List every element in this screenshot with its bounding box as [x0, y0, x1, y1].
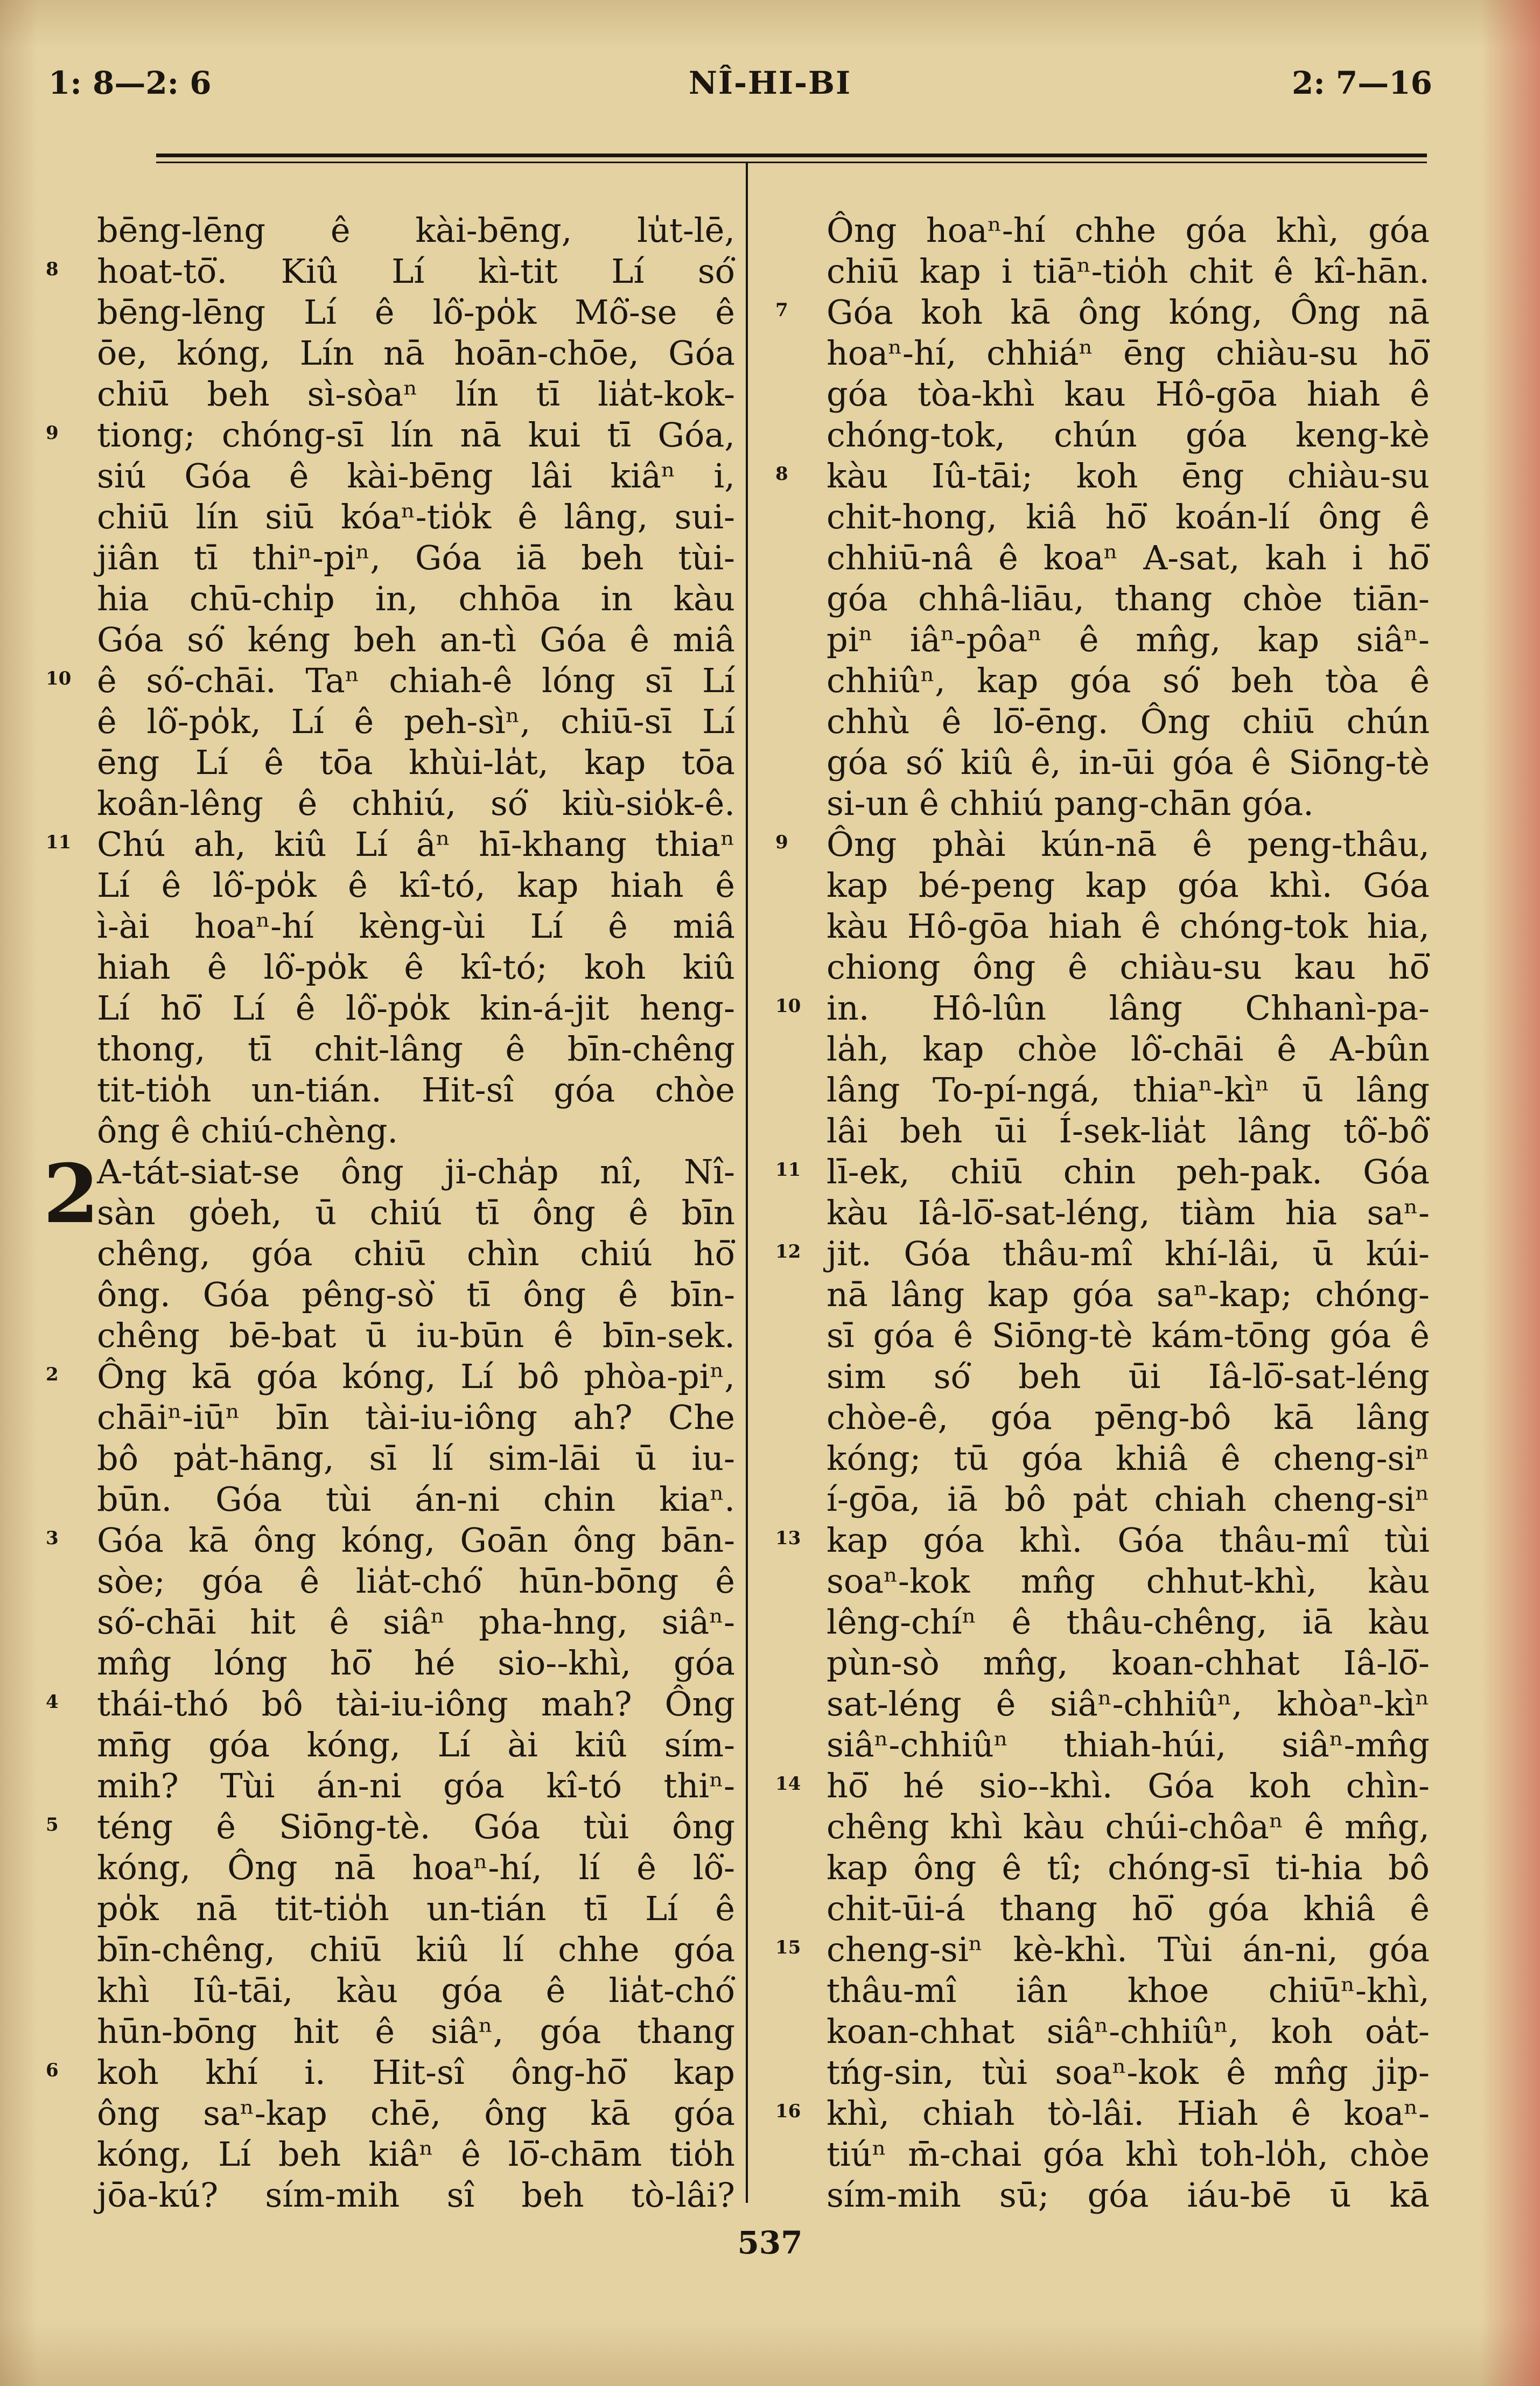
text-line — [827, 1888, 1430, 1929]
line-text: tńg-sin, tùi soaⁿ-kok ê mn̂g ji̍p- — [827, 2053, 1430, 2092]
line-text: ông. Góa pêng-sò͘ tī ông ê bīn- — [97, 1275, 735, 1314]
text-line — [827, 947, 1430, 988]
text-line — [97, 1233, 735, 1274]
text-line — [97, 1602, 735, 1643]
text-line — [97, 619, 735, 660]
text-line — [97, 538, 735, 578]
line-text: piⁿ iâⁿ-pôaⁿ ê mn̂g, kap siâⁿ- — [827, 620, 1430, 659]
text-line — [775, 1766, 1430, 1806]
text-line — [775, 292, 1430, 333]
text-line — [97, 1888, 735, 1929]
column-divider — [746, 162, 748, 2203]
text-line — [97, 292, 735, 333]
line-text: ēng Lí ê tōa khùi-la̍t, kap tōa — [97, 743, 735, 782]
text-line — [827, 742, 1430, 783]
line-text: kàu Hô-gōa hiah ê chóng-tok hia, — [827, 906, 1430, 946]
text-line — [97, 333, 735, 374]
text-line — [97, 2011, 735, 2052]
line-text: mn̄g góa kóng, Lí ài kiû sím- — [97, 1725, 735, 1764]
verse-number: 14 — [775, 1773, 801, 1795]
line-text: in. Hô-lûn lâng Chhanì-pa- — [827, 988, 1430, 1028]
line-text: chit-ūi-á thang hō͘ góa khiâ ê — [827, 1889, 1430, 1928]
line-text: kóng, Lí beh kiâⁿ ê lō͘-chām tio̍h — [97, 2134, 735, 2174]
line-text: chêng, góa chiū chìn chiú hō͘ — [97, 1234, 735, 1273]
line-text: sim só͘ beh ūi Iâ-lō͘-sat-léng — [827, 1357, 1430, 1396]
header-right-reference: 2: 7—16 — [1291, 65, 1432, 101]
line-text: bô pa̍t-hāng, sī lí sim-lāi ū iu- — [97, 1439, 735, 1478]
text-line — [827, 1479, 1430, 1520]
text-line — [97, 2134, 735, 2175]
line-text: Chú ah, kiû Lí âⁿ hī-khang thiaⁿ — [97, 825, 735, 864]
text-line — [775, 824, 1430, 865]
verse-number: 8 — [46, 259, 59, 280]
text-line — [97, 1766, 735, 1806]
verse-number: 2 — [46, 1364, 59, 1385]
text-line — [46, 1806, 735, 1847]
text-line — [97, 578, 735, 619]
line-text: chêng khì kàu chúi-chôaⁿ ê mn̂g, — [827, 1807, 1430, 1846]
chapter-number: 2 — [43, 1147, 100, 1241]
line-text: chiū lín siū kóaⁿ-tio̍k ê lâng, sui- — [97, 497, 735, 536]
text-line — [46, 1356, 735, 1397]
text-line — [46, 660, 735, 701]
line-text: soaⁿ-kok mn̂g chhut-khì, kàu — [827, 1561, 1430, 1601]
text-line — [97, 1725, 735, 1766]
line-text: sat-léng ê siâⁿ-chhiûⁿ, khòaⁿ-kìⁿ — [827, 1684, 1430, 1724]
verse-number: 3 — [46, 1527, 59, 1549]
text-line — [46, 251, 735, 292]
text-line — [97, 1315, 735, 1356]
line-text: chhiûⁿ, kap góa só͘ beh tòa ê — [827, 661, 1430, 700]
line-text: hia chū-chi̍p in, chhōa in kàu — [97, 579, 735, 618]
line-text: tiong; chóng-sī lín nā kui tī Góa, — [97, 415, 735, 455]
line-text: chāiⁿ-iūⁿ bīn tài-iu-iông ah? Che — [97, 1398, 735, 1437]
line-text: tiúⁿ m̄-chai góa khì toh-lo̍h, chòe — [827, 2134, 1430, 2174]
line-text: Góa koh kā ông kóng, Ông nā — [827, 292, 1430, 332]
line-text: ông saⁿ-kap chē, ông kā góa — [97, 2094, 735, 2133]
text-line — [97, 210, 735, 251]
line-text: koân-lêng ê chhiú, só͘ kiù-sio̍k-ê. — [97, 784, 735, 823]
line-text: jit. Góa thâu-mî khí-lâi, ū kúi- — [827, 1234, 1430, 1273]
line-text: sím-mih sū; góa iáu-bē ū kā — [827, 2175, 1430, 2215]
text-line — [827, 497, 1430, 538]
line-text: hiah ê lô͘-po̍k ê kî-tó; koh kiû — [97, 947, 735, 987]
line-text: bēng-lēng ê kài-bēng, lu̍t-lē, — [97, 211, 735, 250]
text-line — [827, 2011, 1430, 2052]
text-line — [827, 2134, 1430, 2175]
text-line — [827, 1274, 1430, 1315]
text-line — [46, 1684, 735, 1725]
line-text: chhù ê lō͘-ēng. Ông chiū chún — [827, 702, 1430, 741]
verse-number: 16 — [775, 2101, 801, 2122]
text-line — [827, 1684, 1430, 1725]
line-text: Góa só͘ kéng beh an-tì Góa ê miâ — [97, 620, 735, 659]
line-text: kóng; tū góa khiâ ê cheng-siⁿ — [827, 1439, 1430, 1478]
line-text: mih? Tùi án-ni góa kî-tó thiⁿ- — [97, 1766, 735, 1805]
line-text: kàu Iâ-lō͘-sat-léng, tiàm hia saⁿ- — [827, 1193, 1430, 1232]
line-text: lâi beh ūi Í-sek-lia̍t lâng tô͘-bô͘ — [827, 1111, 1430, 1150]
line-text: jōa-kú? sím-mih sî beh tò-lâi? — [97, 2175, 735, 2215]
text-line — [97, 906, 735, 947]
text-line — [97, 1397, 735, 1438]
verse-number: 4 — [46, 1691, 59, 1713]
line-text: chiū kap i tiāⁿ-tio̍h chit ê kî-hān. — [827, 252, 1430, 291]
text-line — [827, 1029, 1430, 1070]
line-text: chòe-ê, góa pēng-bô kā lâng — [827, 1398, 1430, 1437]
line-text: chêng bē-bat ū iu-būn ê bīn-sek. — [97, 1316, 735, 1355]
line-text: thâu-mî iân khoe chiūⁿ-khì, — [827, 1971, 1430, 2010]
text-line — [827, 1315, 1430, 1356]
verse-number: 10 — [775, 995, 801, 1017]
line-text: siâⁿ-chhiûⁿ thiah-húi, siâⁿ-mn̂g — [827, 1725, 1430, 1764]
text-line — [827, 210, 1430, 251]
text-line — [775, 2093, 1430, 2134]
text-line — [827, 538, 1430, 578]
text-line — [827, 660, 1430, 701]
line-text: lêng-chíⁿ ê thâu-chêng, iā kàu — [827, 1602, 1430, 1642]
line-text: Ông kā góa kóng, Lí bô phòa-piⁿ, — [97, 1357, 735, 1396]
text-line — [827, 333, 1430, 374]
line-text: kóng, Ông nā hoaⁿ-hí, lí ê lô͘- — [97, 1848, 735, 1887]
verse-number: 9 — [775, 832, 788, 853]
line-text: khì Iû-tāi, kàu góa ê lia̍t-chó͘ — [97, 1971, 735, 2010]
header-left-reference: 1: 8—2: 6 — [48, 65, 212, 101]
text-line — [827, 619, 1430, 660]
text-line — [97, 1643, 735, 1684]
text-line — [97, 742, 735, 783]
line-text: Lí hō͘ Lí ê lô͘-po̍k kin-á-jit heng- — [97, 988, 735, 1028]
line-text: thong, tī chit-lâng ê bīn-chêng — [97, 1029, 735, 1069]
line-text: kap ông ê tî; chóng-sī ti-hia bô — [827, 1848, 1430, 1887]
line-text: lī-ek, chiū chin peh-pak. Góa — [827, 1152, 1430, 1191]
text-line — [97, 1274, 735, 1315]
line-text: Lí ê lô͘-po̍k ê kî-tó, kap hiah ê — [97, 866, 735, 905]
line-text: ê só͘-chāi. Taⁿ chiah-ê lóng sī Lí — [97, 661, 735, 700]
line-text: sī góa ê Siōng-tè kám-tōng góa ê — [827, 1316, 1430, 1355]
line-text: hoaⁿ-hí, chhiáⁿ ēng chiàu-su hō͘ — [827, 333, 1430, 373]
line-text: siú Góa ê kài-bēng lâi kiâⁿ i, — [97, 456, 735, 496]
line-text: jiân tī thiⁿ-piⁿ, Góa iā beh tùi- — [97, 538, 735, 577]
text-line — [827, 1643, 1430, 1684]
verse-number: 7 — [775, 299, 788, 321]
text-line — [827, 1725, 1430, 1766]
line-text: nā lâng kap góa saⁿ-kap; chóng- — [827, 1275, 1430, 1314]
text-line — [775, 456, 1430, 497]
line-text: ê lô͘-po̍k, Lí ê peh-sìⁿ, chiū-sī Lí — [97, 702, 735, 741]
header-rule — [156, 154, 1427, 157]
text-line — [827, 1438, 1430, 1479]
line-text: kap bé-peng kap góa khì. Góa — [827, 866, 1430, 905]
text-line — [97, 988, 735, 1029]
text-line — [97, 497, 735, 538]
line-text: hūn-bōng hit ê siâⁿ, góa thang — [97, 2012, 735, 2051]
line-text: tit-tio̍h un-tián. Hit-sî góa chòe — [97, 1070, 735, 1110]
text-line — [97, 456, 735, 497]
line-text: thái-thó bô tài-iu-iông mah? Ông — [97, 1684, 735, 1724]
line-text: hoat-tō͘. Kiû Lí kì-tit Lí só͘ — [97, 252, 735, 291]
text-line — [827, 2175, 1430, 2216]
verse-number: 5 — [46, 1814, 59, 1836]
text-line — [97, 1111, 735, 1152]
line-text: ông ê chiú-chèng. — [97, 1111, 398, 1150]
verse-number: 8 — [775, 463, 788, 485]
line-text: chiū beh sì-sòaⁿ lín tī lia̍t-kok- — [97, 374, 735, 414]
line-text: cheng-siⁿ kè-khì. Tùi án-ni, góa — [827, 1930, 1430, 1969]
text-line — [46, 2052, 735, 2093]
text-line — [97, 1970, 735, 2011]
line-text: ōe, kóng, Lín nā hoān-chōe, Góa — [97, 333, 735, 373]
line-text: hō͘ hé sio--khì. Góa koh chìn- — [827, 1766, 1430, 1805]
text-line — [775, 1520, 1430, 1561]
text-line — [97, 1929, 735, 1970]
text-line — [97, 1192, 735, 1233]
text-line — [827, 251, 1430, 292]
text-line — [97, 1479, 735, 1520]
line-text: Ông hoaⁿ-hí chhe góa khì, góa — [827, 211, 1430, 250]
verse-number: 11 — [46, 832, 72, 853]
text-line — [827, 578, 1430, 619]
verse-number: 6 — [46, 2060, 59, 2081]
text-line — [46, 415, 735, 456]
line-text: si-un ê chhiú pang-chān góa. — [827, 784, 1314, 823]
text-line — [827, 1847, 1430, 1888]
text-line — [775, 1233, 1430, 1274]
text-line — [97, 1561, 735, 1602]
line-text: kàu Iû-tāi; koh ēng chiàu-su — [827, 456, 1430, 496]
line-text: koh khí i. Hit-sî ông-hō͘ kap — [97, 2053, 735, 2092]
text-line — [827, 865, 1430, 906]
verse-number: 11 — [775, 1159, 801, 1181]
text-line — [827, 374, 1430, 415]
line-text: mn̂g lóng hō͘ hé sio--khì, góa — [97, 1643, 735, 1683]
line-text: chiong ông ê chiàu-su kau hō͘ — [827, 947, 1430, 987]
line-text: bīn-chêng, chiū kiû lí chhe góa — [97, 1930, 735, 1969]
line-text: khì, chiah tò-lâi. Hiah ê koaⁿ- — [827, 2094, 1430, 2133]
line-text: būn. Góa tùi án-ni chin kiaⁿ. — [97, 1480, 735, 1519]
text-line — [97, 1070, 735, 1111]
text-line — [97, 865, 735, 906]
line-text: chit-hong, kiâ hō͘ koán-lí ông ê — [827, 497, 1430, 536]
right-column — [775, 210, 1430, 2216]
text-line — [97, 783, 735, 824]
text-line — [97, 2093, 735, 2134]
line-text: téng ê Siōng-tè. Góa tùi ông — [97, 1807, 735, 1846]
verse-number: 10 — [46, 668, 72, 689]
left-column — [43, 210, 735, 2216]
line-text: la̍h, kap chòe lô͘-chāi ê A-bûn — [827, 1029, 1430, 1069]
line-text: sàn go̍eh, ū chiú tī ông ê bīn — [97, 1193, 735, 1232]
text-line — [775, 988, 1430, 1029]
line-text: Góa kā ông kóng, Goān ông bān- — [97, 1520, 735, 1560]
text-line — [46, 824, 735, 865]
verse-number: 12 — [775, 1241, 801, 1262]
header-rule-thin — [156, 162, 1427, 163]
text-line — [827, 1356, 1430, 1397]
text-line — [827, 415, 1430, 456]
verse-number: 9 — [46, 422, 59, 444]
text-line — [827, 1970, 1430, 2011]
line-text: góa chhâ-liāu, thang chòe tiān- — [827, 579, 1430, 618]
line-text: bēng-lēng Lí ê lô͘-po̍k Mô͘-se ê — [97, 292, 735, 332]
line-text: góa tòa-khì kau Hô-gōa hiah ê — [827, 374, 1430, 414]
verse-number: 13 — [775, 1527, 801, 1549]
text-line — [775, 1152, 1430, 1192]
text-line — [827, 1070, 1430, 1111]
text-line — [97, 1847, 735, 1888]
text-line — [97, 374, 735, 415]
text-line — [827, 783, 1430, 824]
text-line — [827, 701, 1430, 742]
line-text: A-tát-siat-se ông ji-cha̍p nî, Nî- — [97, 1152, 735, 1191]
text-line — [97, 947, 735, 988]
verse-number: 15 — [775, 1937, 801, 1958]
line-text: góa só͘ kiû ê, in-ūi góa ê Siōng-tè — [827, 743, 1430, 782]
text-line — [827, 1806, 1430, 1847]
line-text: koan-chhat siâⁿ-chhiûⁿ, koh oa̍t- — [827, 2012, 1430, 2051]
line-text: sòe; góa ê lia̍t-chó͘ hūn-bōng ê — [97, 1561, 735, 1601]
page-number: 537 — [737, 2224, 803, 2261]
text-line — [827, 1397, 1430, 1438]
text-line — [97, 701, 735, 742]
text-line — [827, 1561, 1430, 1602]
text-line — [827, 1602, 1430, 1643]
line-text: lâng To-pí-ngá, thiaⁿ-kìⁿ ū lâng — [827, 1070, 1430, 1110]
text-line — [97, 1029, 735, 1070]
line-text: chóng-tok, chún góa keng-kè — [827, 415, 1430, 455]
text-line — [46, 1520, 735, 1561]
line-text: kap góa khì. Góa thâu-mî tùi — [827, 1520, 1430, 1560]
text-line — [97, 1438, 735, 1479]
text-line — [97, 2175, 735, 2216]
text-line — [827, 906, 1430, 947]
text-line — [827, 2052, 1430, 2093]
line-text: í-gōa, iā bô pa̍t chiah cheng-siⁿ — [827, 1480, 1430, 1519]
line-text: chhiū-nâ ê koaⁿ A-sat, kah i hō͘ — [827, 538, 1430, 577]
line-text: po̍k nā tit-tio̍h un-tián tī Lí ê — [97, 1889, 735, 1928]
text-line — [827, 1111, 1430, 1152]
text-line — [775, 1929, 1430, 1970]
book-title: NÎ-HI-BI — [688, 65, 852, 101]
text-line — [827, 1192, 1430, 1233]
line-text: só͘-chāi hit ê siâⁿ pha-hng, siâⁿ- — [97, 1602, 735, 1642]
line-text: Ông phài kún-nā ê peng-thâu, — [827, 825, 1430, 864]
line-text: ì-ài hoaⁿ-hí kèng-ùi Lí ê miâ — [97, 906, 735, 946]
line-text: pùn-sò mn̂g, koan-chhat Iâ-lō͘- — [827, 1643, 1430, 1683]
